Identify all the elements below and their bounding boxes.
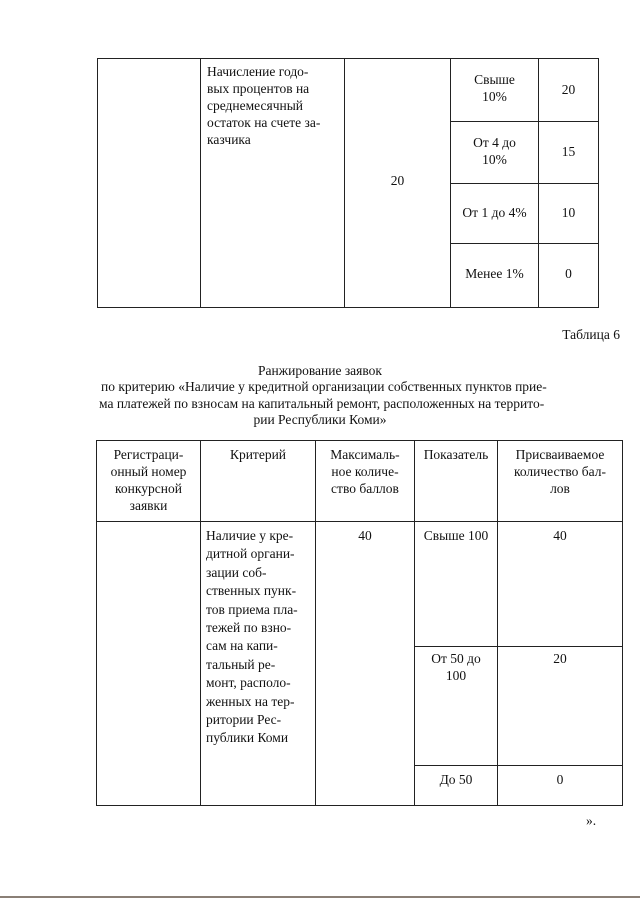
top-table-points-text-3: 0 bbox=[565, 266, 572, 281]
top-table-points-text-2: 10 bbox=[561, 205, 576, 220]
heading-line-3: ма платежей по взносам на капитальный ремонт, расположенных на террито- bbox=[99, 396, 545, 411]
top-table-indicator-text-2: От 1 до 4% bbox=[462, 205, 527, 220]
top-table-max-points: 20 bbox=[390, 173, 405, 188]
t6-indicator-text-0: Свыше 100 bbox=[423, 528, 489, 543]
top-table-indicator-text-3: Менее 1% bbox=[465, 266, 524, 281]
closing-quote-mark: ». bbox=[586, 813, 597, 828]
heading-line-2: по критерию «Наличие у кредитной организации собственных пунктов прие- bbox=[101, 379, 547, 394]
top-table-criterion-text: Начисление годо- вых процентов на среднемесячный остаток на счете за- казчика bbox=[207, 64, 321, 147]
top-table-points-text-1: 15 bbox=[561, 144, 576, 159]
t6-col-reg bbox=[96, 521, 201, 806]
page-bottom-edge bbox=[0, 896, 640, 898]
top-table-points-text-0: 20 bbox=[561, 82, 576, 97]
top-table-indicator-text-1: От 4 до 10% bbox=[473, 135, 516, 167]
t6-points-text-0: 40 bbox=[553, 528, 567, 543]
t6-header-indicator-text: Показатель bbox=[423, 447, 489, 462]
t6-max-points: 40 bbox=[358, 528, 372, 543]
t6-header-max-text: Максималь- ное количе- ство баллов bbox=[330, 447, 400, 496]
top-table-col-reg bbox=[97, 58, 201, 308]
t6-indicator-text-2: До 50 bbox=[439, 772, 473, 787]
t6-indicator-text-1: От 50 до 100 bbox=[431, 651, 481, 683]
t6-points-text-2: 0 bbox=[556, 772, 564, 787]
t6-points-text-1: 20 bbox=[553, 651, 567, 666]
t6-header-reg-text: Регистраци- онный номер конкурсной заявки bbox=[110, 447, 187, 513]
heading-line-1: Ранжирование заявок bbox=[258, 363, 382, 378]
t6-criterion-text: Наличие у кре- дитной органи- зации соб- ственных пунк- тов приема пла- тежей по взно- сам на капи- тальный ре- монт, располо- женных на тер- ритории Рес- публики Коми bbox=[206, 528, 298, 746]
t6-col-max bbox=[315, 521, 415, 806]
t6-header-assigned-text: Присваиваемое количество бал- лов bbox=[513, 447, 607, 496]
t6-header-criterion-text: Критерий bbox=[229, 447, 287, 462]
heading-line-4: рии Республики Коми» bbox=[253, 412, 387, 427]
table-label: Таблица 6 bbox=[562, 327, 620, 342]
top-table-indicator-text-0: Свыше 10% bbox=[474, 72, 515, 104]
